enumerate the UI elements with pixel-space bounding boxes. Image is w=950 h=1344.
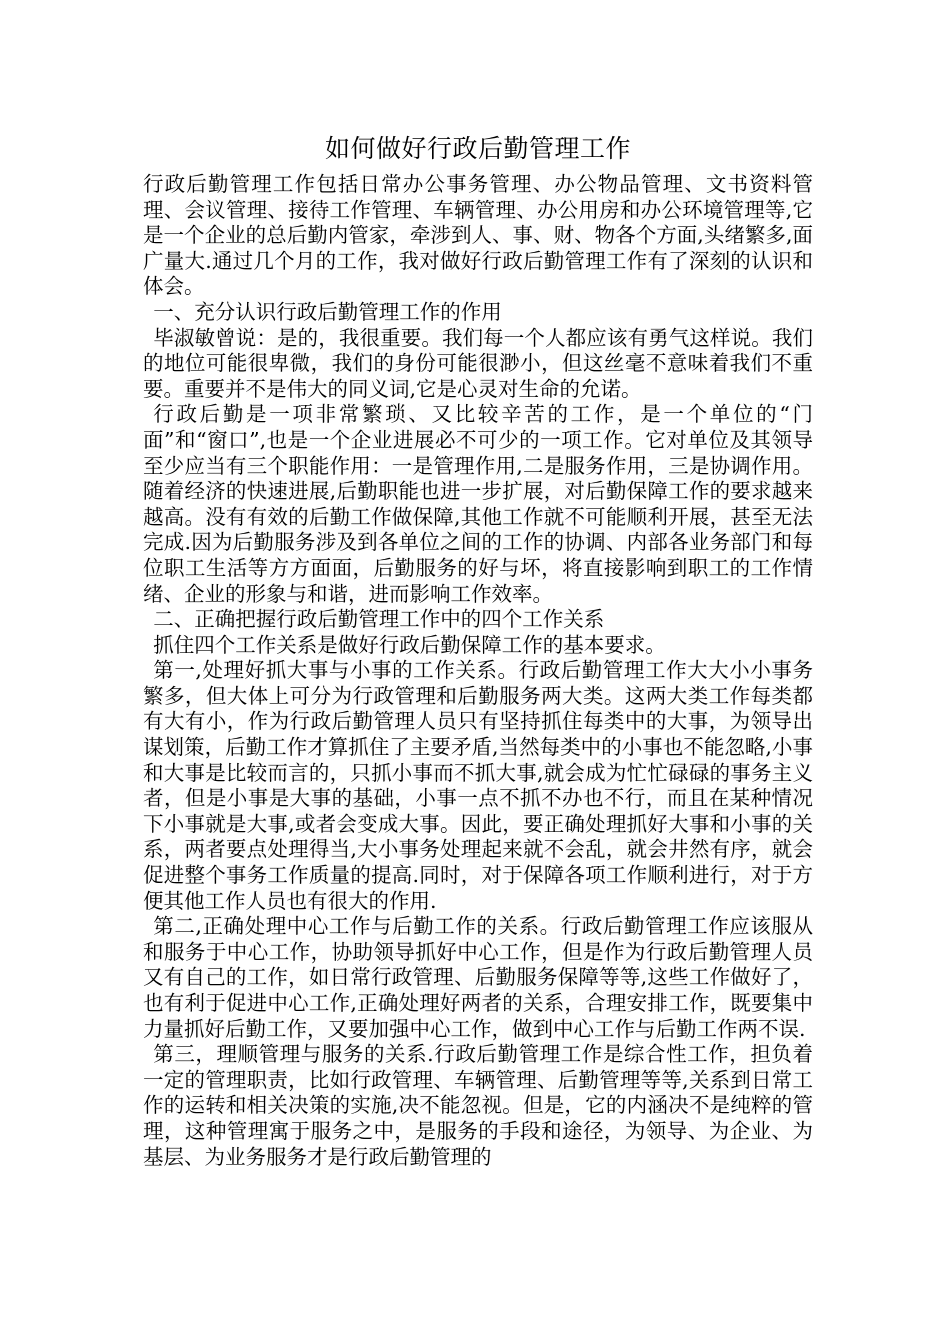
document-title: 如何做好行政后勤管理工作 [324,134,631,163]
section-heading-1: 一、充分认识行政后勤管理工作的作用 [153,299,502,324]
paragraph-second-relation: 第二,正确处理中心工作与后勤工作的关系。行政后勤管理工作应该服从和服务于中心工作，协助领导抓好中心工作，但是作为行政后勤管理人员又有自己的工作，如日常行政管理、后勤服务保障等等,这些工作做好了，也有利于促进中心工作,正确处理好两者的关系，合理安排工作，既要集中力量抓好后勤工作，又要加强中心工作，做到中心工作与后勤工作两不误. [143,914,813,1041]
section-heading-2: 二、正确把握行政后勤管理工作中的四个工作关系 [153,607,605,632]
paragraph-first-relation: 第一,处理好抓大事与小事的工作关系。行政后勤管理工作大大小小事务繁多，但大体上可分为行政管理和后勤服务两大类。这两大类工作每类都有大有小，作为行政后勤管理人员只有坚持抓住每类中的大事，为领导出谋划策，后勤工作才算抓住了主要矛盾,当然每类中的小事也不能忽略,小事和大事是比较而言的，只抓小事而不抓大事,就会成为忙忙碌碌的事务主义者，但是小事是大事的基础，小事一点不抓不办也不行，而且在某种情况下小事就是大事,或者会变成大事。因此，要正确处理抓好大事和小事的关系，两者要点处理得当,大小事务处理起来就不会乱，就会井然有序，就会促进整个事务工作质量的提高.同时，对于保障各项工作顺利进行，对于方便其他工作人员也有很大的作用. [143,658,813,913]
paragraph-role: 行政后勤是一项非常繁琐、又比较辛苦的工作，是一个单位的“门面”和“窗口”,也是一个企业进展必不可少的一项工作。它对单位及其领导至少应当有三个职能作用：一是管理作用,二是服务作用，三是协调作用。随着经济的快速进展,后勤职能也进一步扩展，对后勤保障工作的要求越来越高。没有有效的后勤工作做保障,其他工作就不可能顺利开展，甚至无法完成.因为后勤服务涉及到各单位之间的工作的协调、内部各业务部门和每位职工生活等方方面面，后勤服务的好与坏，将直接影响到职工的工作情绪、企业的形象与和谐，进而影响工作效率。 [143,402,813,606]
paragraph-third-relation: 第三，理顺管理与服务的关系.行政后勤管理工作是综合性工作，担负着一定的管理职责，比如行政管理、车辆管理、后勤管理等等,关系到日常工作的运转和相关决策的实施,决不能忽视。但是，它的内涵决不是纯粹的管理，这种管理寓于服务之中，是服务的手段和途径，为领导、为企业、为基层、为业务服务才是行政后勤管理的 [143,1042,813,1169]
paragraph-quote: 毕淑敏曾说：是的，我很重要。我们每一个人都应该有勇气这样说。我们的地位可能很卑微，我们的身份可能很渺小，但这丝毫不意味着我们不重要。重要并不是伟大的同义词,它是心灵对生命的允诺。 [143,325,813,401]
paragraph-intro: 行政后勤管理工作包括日常办公事务管理、办公物品管理、文书资料管理、会议管理、接待工作管理、车辆管理、办公用房和办公环境管理等,它是一个企业的总后勤内管家，牵涉到人、事、财、物各个方面,头绪繁多,面广量大.通过几个月的工作，我对做好行政后勤管理工作有了深刻的认识和体会。 [143,172,813,299]
document-body [143,172,813,1170]
paragraph-requirement: 抓住四个工作关系是做好行政后勤保障工作的基本要求。 [153,632,666,657]
document-page [143,130,813,1170]
